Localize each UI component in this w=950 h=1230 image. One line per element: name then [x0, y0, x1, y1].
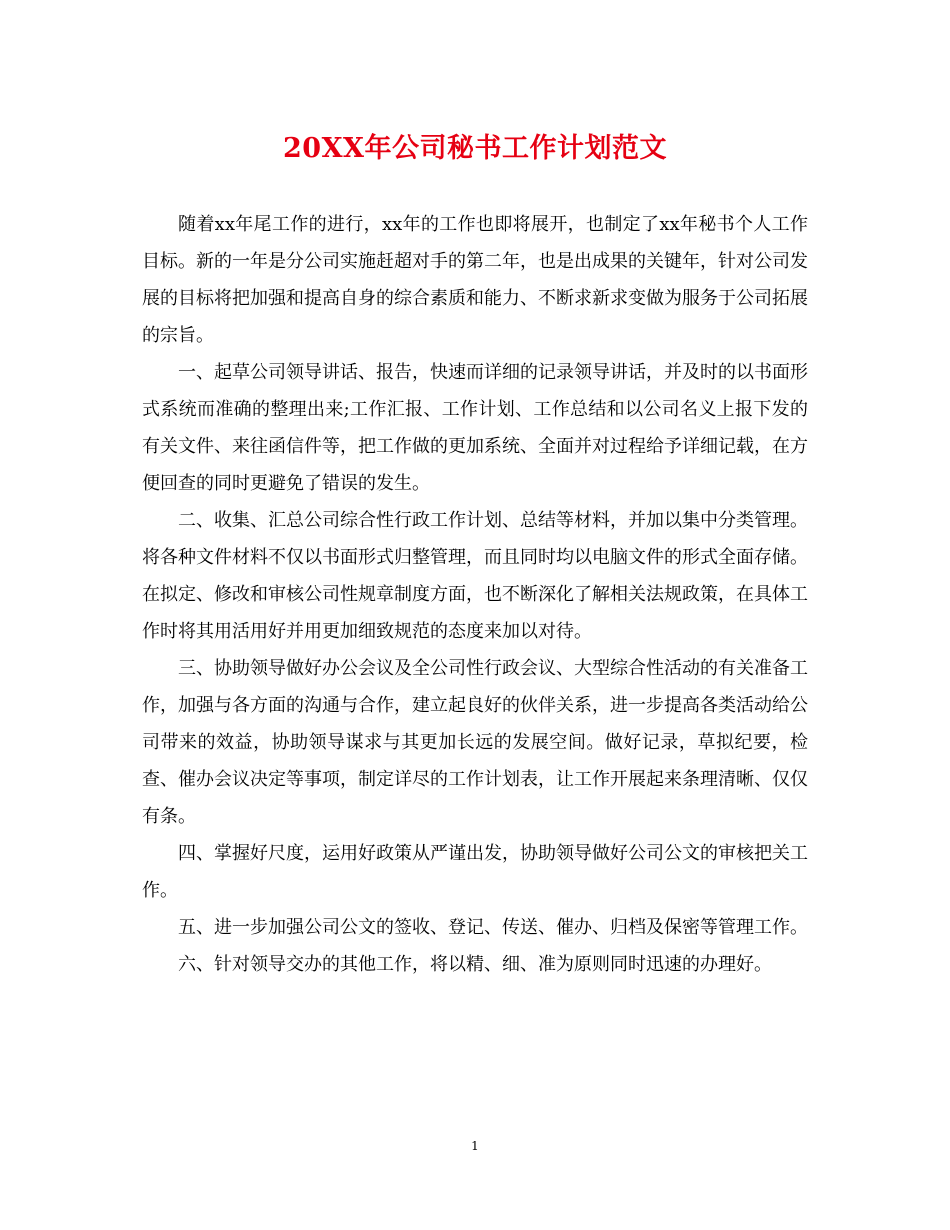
paragraph-item-5: 五、进一步加强公司公文的签收、登记、传送、催办、归档及保密等管理工作。: [178, 917, 808, 938]
paragraph-intro: 随着xx年尾工作的进行，xx年的工作也即将展开，也制定了xx年秘书个人工作目标。新的一年是分公司实施赶超对手的第二年，也是出成果的关键年，针对公司发展的目标将把加强和提高自身的综合素质和能力、不断求新求变做为服务于公司拓展的宗旨。: [142, 214, 808, 346]
document-body: [142, 206, 808, 983]
paragraph-item-6: 六、针对领导交办的其他工作，将以精、细、准为原则同时迅速的办理好。: [178, 954, 772, 975]
paragraph-item-4: 四、掌握好尺度，运用好政策从严谨出发，协助领导做好公司公文的审核把关工作。: [142, 843, 808, 901]
document-title: 20XX年公司秘书工作计划范文: [283, 133, 667, 164]
paragraph-item-2: 二、收集、汇总公司综合性行政工作计划、总结等材料，并加以集中分类管理。将各种文件材料不仅以书面形式归整管理，而且同时均以电脑文件的形式全面存储。在拟定、修改和审核公司性规章制度方面，也不断深化了解相关法规政策，在具体工作时将其用活用好并用更加细致规范的态度来加以对待。: [142, 510, 808, 642]
page-number: 1: [471, 1139, 479, 1153]
paragraph-item-3: 三、协助领导做好办公会议及全公司性行政会议、大型综合性活动的有关准备工作，加强与各方面的沟通与合作，建立起良好的伙伴关系，进一步提高各类活动给公司带来的效益，协助领导谋求与其更加长远的发展空间。做好记录，草拟纪要，检查、催办会议决定等事项，制定详尽的工作计划表，让工作开展起来条理清晰、仅仅有条。: [142, 658, 808, 827]
paragraph-item-1: 一、起草公司领导讲话、报告，快速而详细的记录领导讲话，并及时的以书面形式系统而准确的整理出来;工作汇报、工作计划、工作总结和以公司名义上报下发的有关文件、来往函信件等，把工作做的更加系统、全面并对过程给予详细记载，在方便回查的同时更避免了错误的发生。: [142, 362, 808, 494]
